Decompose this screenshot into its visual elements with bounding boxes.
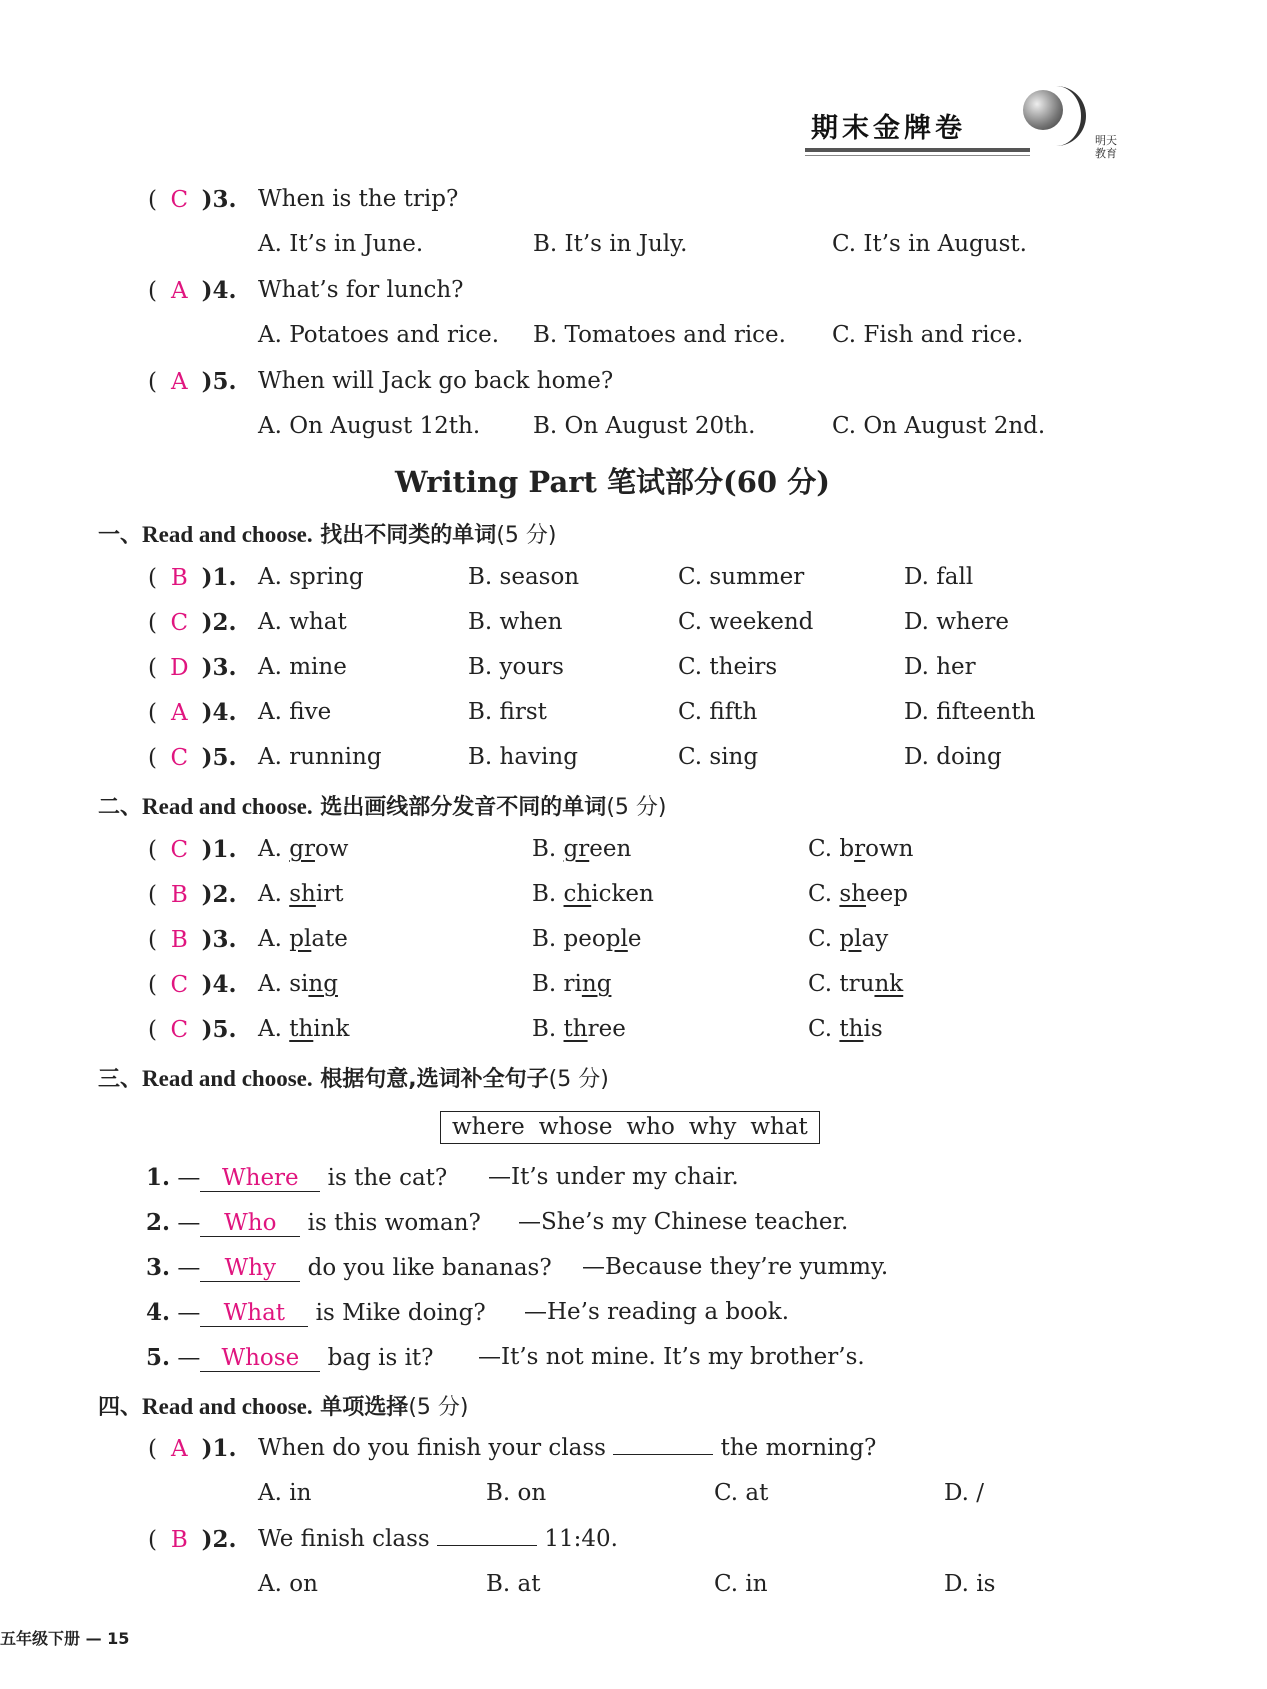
reply-text: —He’s reading a book. <box>524 1299 790 1325</box>
option: B. On August 20th. <box>533 413 756 439</box>
word-bank-item: why <box>688 1114 737 1140</box>
word-bank-item: whose <box>538 1114 613 1140</box>
word-bank-item: who <box>626 1114 675 1140</box>
answer-mark: C <box>170 745 189 771</box>
brand-logo <box>805 78 1125 174</box>
option: A. mine <box>258 654 347 680</box>
answer-mark: C <box>170 972 189 998</box>
option: D. fall <box>904 564 974 590</box>
blank-line <box>613 1454 713 1455</box>
answer-mark: D <box>170 655 189 681</box>
logo-title: 期末金牌卷 <box>811 113 966 144</box>
answer-mark: B <box>170 927 188 953</box>
option: B. having <box>468 744 578 770</box>
option: C. fifth <box>678 699 758 725</box>
question-row: ( C )2. <box>148 609 237 636</box>
fill-sentence: 4. — What is Mike doing? <box>146 1299 486 1326</box>
option: A. on <box>258 1571 318 1597</box>
word-bank-item: where <box>452 1114 525 1140</box>
answer-blank: Whose <box>200 1345 320 1372</box>
answer-mark: A <box>170 278 188 304</box>
section-heading-3: 三、Read and choose. 根据句意,选词补全句子(5 分) <box>98 1066 609 1092</box>
reply-text: —It’s not mine. It’s my brother’s. <box>478 1344 865 1370</box>
answer-mark: C <box>170 837 189 863</box>
option: D. where <box>904 609 1009 635</box>
option: A. spring <box>258 564 364 590</box>
word-bank-item: what <box>750 1114 808 1140</box>
option: B. people <box>532 926 642 952</box>
option: B. chicken <box>532 881 654 907</box>
reply-text: —She’s my Chinese teacher. <box>518 1209 849 1235</box>
option: D. doing <box>904 744 1002 770</box>
answer-mark: A <box>170 700 188 726</box>
answer-blank: What <box>200 1300 308 1327</box>
option: C. Fish and rice. <box>832 322 1024 348</box>
option: B. ring <box>532 971 612 997</box>
option: C. trunk <box>808 971 904 997</box>
option: C. summer <box>678 564 805 590</box>
option: A. shirt <box>258 881 344 907</box>
option: C. this <box>808 1016 883 1042</box>
question-text: When is the trip? <box>258 186 459 212</box>
option: A. Potatoes and rice. <box>258 322 500 348</box>
section-heading-4: 四、Read and choose. 单项选择(5 分) <box>98 1394 469 1420</box>
option: B. three <box>532 1016 626 1042</box>
option: C. It’s in August. <box>832 231 1027 257</box>
blank-line <box>437 1545 537 1546</box>
answer-mark: A <box>170 1436 188 1462</box>
option: A. five <box>258 699 332 725</box>
option: C. at <box>714 1480 769 1506</box>
question-row: ( C )3. <box>148 186 237 213</box>
logo-subtext: 明天 教育 <box>1095 134 1117 160</box>
option: B. It’s in July. <box>533 231 688 257</box>
reply-text: —It’s under my chair. <box>488 1164 739 1190</box>
section-heading-1: 一、Read and choose. 找出不同类的单词(5 分) <box>98 522 557 548</box>
option: A. in <box>258 1480 312 1506</box>
answer-mark: A <box>170 369 188 395</box>
option: D. is <box>944 1571 996 1597</box>
answer-mark: C <box>170 610 189 636</box>
answer-mark: B <box>170 882 188 908</box>
question-row: ( A )4. <box>148 277 237 304</box>
option: C. On August 2nd. <box>832 413 1046 439</box>
option: A. On August 12th. <box>258 413 481 439</box>
question-row: ( A )5. <box>148 368 237 395</box>
option: B. when <box>468 609 563 635</box>
question-text: We finish class 11:40. <box>258 1526 618 1552</box>
option: D. fifteenth <box>904 699 1036 725</box>
writing-part-title: Writing Part 笔试部分(60 分) <box>395 465 830 499</box>
option: A. running <box>258 744 382 770</box>
answer-blank: Why <box>200 1255 300 1282</box>
fill-sentence: 3. — Why do you like bananas? <box>146 1254 552 1281</box>
option: B. at <box>486 1571 541 1597</box>
option: C. theirs <box>678 654 778 680</box>
answer-mark: B <box>170 1527 188 1553</box>
option: C. sing <box>678 744 759 770</box>
option: B. first <box>468 699 547 725</box>
question-row: ( B )1. <box>148 564 237 591</box>
fill-sentence: 5. — Whose bag is it? <box>146 1344 434 1371</box>
option: A. what <box>258 609 347 635</box>
word-bank-box <box>440 1111 820 1144</box>
fill-sentence: 1. — Where is the cat? <box>146 1164 448 1191</box>
option: A. plate <box>258 926 348 952</box>
option: B. Tomatoes and rice. <box>533 322 786 348</box>
question-text: When will Jack go back home? <box>258 368 614 394</box>
answer-mark: C <box>170 1017 189 1043</box>
option: C. play <box>808 926 889 952</box>
option: A. think <box>258 1016 350 1042</box>
option: D. / <box>944 1480 984 1506</box>
question-row: ( C )5. <box>148 744 237 771</box>
option: A. grow <box>258 836 349 862</box>
question-row: ( D )3. <box>148 654 237 681</box>
option: C. sheep <box>808 881 908 907</box>
question-text: What’s for lunch? <box>258 277 464 303</box>
option: C. brown <box>808 836 914 862</box>
answer-blank: Who <box>200 1210 300 1237</box>
logo-swoosh-icon <box>1037 86 1086 146</box>
reply-text: —Because they’re yummy. <box>582 1254 889 1280</box>
option: C. in <box>714 1571 768 1597</box>
option: A. sing <box>258 971 338 997</box>
option: C. weekend <box>678 609 814 635</box>
option: B. on <box>486 1480 547 1506</box>
option: A. It’s in June. <box>258 231 424 257</box>
section-heading-2: 二、Read and choose. 选出画线部分发音不同的单词(5 分) <box>98 794 667 820</box>
option: B. yours <box>468 654 564 680</box>
question-row: ( A )4. <box>148 699 237 726</box>
answer-mark: C <box>170 187 189 213</box>
fill-sentence: 2. — Who is this woman? <box>146 1209 481 1236</box>
answer-mark: B <box>170 565 188 591</box>
option: B. green <box>532 836 632 862</box>
page-footer: 五年级下册 — 15 <box>0 1629 130 1648</box>
option: D. her <box>904 654 976 680</box>
answer-blank: Where <box>200 1165 320 1192</box>
question-text: When do you finish your class the morning? <box>258 1435 877 1461</box>
option: B. season <box>468 564 580 590</box>
